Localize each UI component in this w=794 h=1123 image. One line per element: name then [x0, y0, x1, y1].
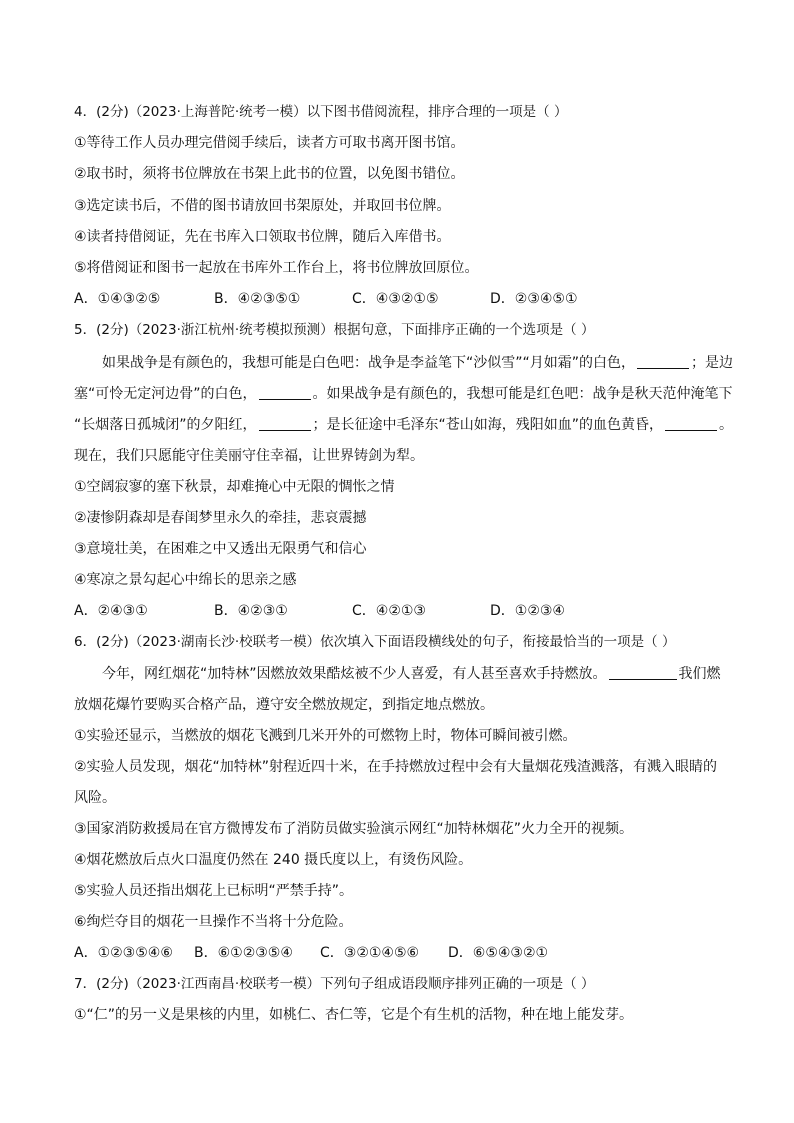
q6-item-3: ③国家消防救援局在官方微博发布了消防员做实验演示网红“加特林烟花”火力全开的视频。	[74, 821, 634, 837]
q4-options	[74, 290, 734, 308]
q6-option-a[interactable]: A．①②③⑤④⑥	[74, 945, 173, 961]
q6-passage-text: 今年，网红烟花“加特林”因燃放效果酷炫被不少人喜爱，有人甚至喜欢手持燃放。	[102, 666, 607, 682]
q5-passage-text: “长烟落日孤城闭”的夕阳红，	[74, 417, 257, 433]
q6-passage-text: 我们燃	[678, 666, 721, 682]
q6-item-5: ⑤实验人员还指出烟花上已标明“严禁手持”。	[74, 883, 354, 899]
q6-item-2: ②实验人员发现，烟花“加特林”射程近四十米，在手持燃放过程中会有大量烟花残渣溅落，有溅入眼睛的	[74, 759, 718, 775]
q6-item-1: ①实验还显示，当燃放的烟花飞溅到几米开外的可燃物上时，物体可瞬间被引燃。	[74, 728, 577, 744]
q5-passage-text: 。如果战争是有颜色的，我想可能是红色吧：战争是秋天范仲淹笔下	[312, 386, 733, 402]
q5-passage-text: ；是长征途中毛泽东“苍山如海，残阳如血”的血色黄昏，	[312, 417, 664, 433]
q5-option-a[interactable]: A．②④③①	[74, 603, 148, 619]
q6-option-d[interactable]: D．⑥⑤④③②①	[448, 945, 549, 961]
q4-option-a[interactable]: A．①④③②⑤	[74, 291, 161, 307]
q5-options	[74, 602, 734, 620]
q5-option-c[interactable]: C．④②①③	[352, 603, 426, 619]
q5-blank-1	[637, 354, 689, 369]
q6-option-b[interactable]: B．⑥①②③⑤④	[194, 945, 293, 961]
q5-item-1: ①空阔寂寥的塞下秋景，却难掩心中无限的惆怅之情	[74, 479, 395, 495]
q4-option-c[interactable]: C．④③②①⑤	[352, 291, 439, 307]
q5-blank-4	[665, 416, 717, 431]
q5-blank-3	[259, 416, 311, 431]
q5-passage-text: 。	[719, 417, 734, 433]
q5-passage-text: ；是边	[691, 355, 734, 371]
q4-option-d[interactable]: D．②③④⑤①	[490, 291, 578, 307]
q4-stem: 4．(2分)（2023·上海普陀·统考一模）以下图书借阅流程，排序合理的一项是（ ）	[74, 104, 568, 120]
q6-stem: 6．(2分)（2023·湖南长沙·校联考一模）依次填入下面语段横线处的句子，衔接最恰当的一项是（ ）	[74, 634, 676, 650]
q6-passage-line-1	[102, 665, 762, 683]
q7-item-1: ①“仁”的另一义是果核的内里，如桃仁、杏仁等，它是个有生机的活物，种在地上能发芽。	[74, 1007, 634, 1023]
q4-option-b[interactable]: B．④②③⑤①	[214, 291, 301, 307]
q4-item-4: ④读者持借阅证，先在书库入口领取书位牌，随后入库借书。	[74, 229, 451, 245]
q6-item-2-cont: 风险。	[74, 790, 116, 806]
q5-passage-text: 塞“可怜无定河边骨”的白色，	[74, 386, 257, 402]
q5-blank-2	[259, 385, 311, 400]
q5-passage-line-2	[74, 385, 734, 403]
q4-item-5: ⑤将借阅证和图书一起放在书库外工作台上，将书位牌放回原位。	[74, 260, 479, 276]
q5-item-4: ④寒凉之景勾起心中绵长的思亲之感	[74, 572, 297, 588]
q6-item-6: ⑥绚烂夺目的烟花一旦操作不当将十分危险。	[74, 914, 353, 930]
q5-item-3: ③意境壮美，在困难之中又透出无限勇气和信心	[74, 541, 367, 557]
q5-option-b[interactable]: B．④②③①	[214, 603, 288, 619]
q6-blank	[609, 665, 677, 680]
q5-item-2: ②凄惨阴森却是春闺梦里永久的牵挂，悲哀震撼	[74, 510, 367, 526]
q5-option-d[interactable]: D．①②③④	[490, 603, 565, 619]
q6-item-4: ④烟花燃放后点火口温度仍然在 240 摄氏度以上，有烫伤风险。	[74, 852, 473, 868]
q5-passage-line-4: 现在，我们只愿能守住美丽守住幸福，让世界铸剑为犁。	[74, 448, 424, 464]
q4-item-3: ③选定读书后，不借的图书请放回书架原处，并取回书位牌。	[74, 198, 451, 214]
q6-passage-line-2: 放烟花爆竹要购买合格产品，遵守安全燃放规定，到指定地点燃放。	[74, 697, 494, 713]
q6-options	[74, 944, 734, 962]
q5-passage-line-3	[74, 416, 734, 434]
q4-item-2: ②取书时，须将书位牌放在书架上此书的位置，以免图书错位。	[74, 166, 465, 182]
q7-stem: 7．(2分)（2023·江西南昌·校联考一模）下列句子组成语段顺序排列正确的一项是（ ）	[74, 976, 595, 992]
q6-option-c[interactable]: C．③②①④⑤⑥	[320, 945, 420, 961]
q4-item-1: ①等待工作人员办理完借阅手续后，读者方可取书离开图书馆。	[74, 135, 465, 151]
q5-stem: 5．(2分)（2023·浙江杭州·统考模拟预测）根据句意，下面排序正确的一个选项是（ ）	[74, 322, 595, 338]
q5-passage-line-1	[102, 354, 762, 372]
q5-passage-text: 如果战争是有颜色的，我想可能是白色吧：战争是李益笔下“沙似雪”“月如霜”的白色，	[102, 355, 636, 371]
